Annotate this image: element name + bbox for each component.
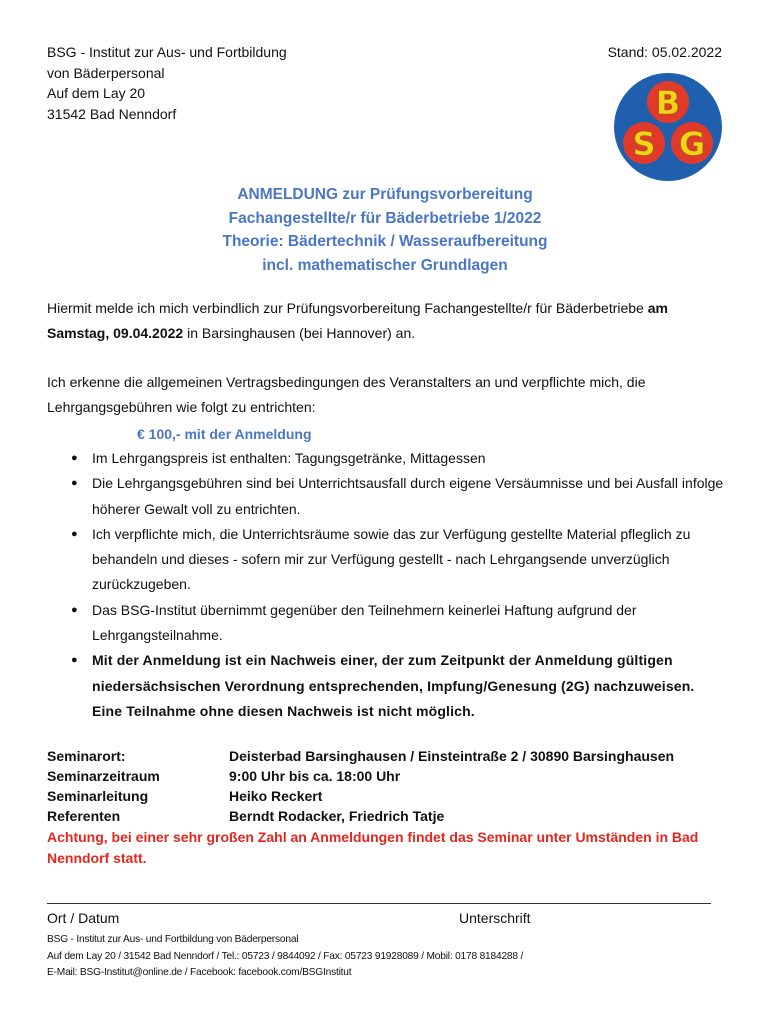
detail-label: Referenten — [47, 808, 121, 824]
heading-title: ANMELDUNG zur Prüfungsvorbereitung — [237, 186, 533, 203]
bsg-logo — [613, 72, 723, 182]
list-item-text: Das BSG-Institut übernimmt gegenüber den Teilnehmern keinerlei Haftung aufgrund der Lehrgangsteilnahme. — [92, 601, 637, 644]
heading-topic: Theorie: Bädertechnik / Wasseraufbereitung — [222, 233, 548, 250]
detail-value: Heiko Reckert — [229, 788, 323, 804]
bullet-icon: ● — [71, 452, 78, 464]
detail-label: Seminarzeitraum — [47, 768, 160, 784]
list-item-text: Die Lehrgangsgebühren sind bei Unterrichtsausfall durch eigene Versäumnisse und bei Ausfall infolge höherer Gewalt voll zu entrichten. — [92, 475, 724, 517]
list-item — [47, 598, 727, 649]
footer-contact: Auf dem Lay 20 / 31542 Bad Nenndorf / Tel.: 05723 / 9844092 / Fax: 05723 91928089 / Mobil: 0178 8184288 / — [47, 950, 524, 962]
location-warning: Achtung, bei einer sehr großen Zahl an Anmeldungen findet das Seminar unter Umständen in Bad Nenndorf statt. — [47, 829, 699, 866]
conditions-list — [47, 446, 727, 724]
list-item-text: Mit der Anmeldung ist ein Nachweis einer, der zum Zeitpunkt der Anmeldung gültigen niedersächsischen Verordnung entsprechenden, Impfung/Genesung (2G) nachzuweisen. Eine Teilnahme ohne diesen Nachweis ist nicht möglich. — [92, 652, 695, 719]
list-item — [47, 648, 727, 724]
sender-street: Auf dem Lay 20 — [47, 85, 146, 101]
signature-label: Unterschrift — [459, 910, 531, 926]
bullet-icon: ● — [71, 477, 78, 490]
fee-amount: € 100,- mit der Anmeldung — [137, 426, 312, 442]
list-item — [47, 522, 727, 598]
detail-value: Deisterbad Barsinghausen / Einsteintraße 2 / 30890 Barsinghausen — [229, 748, 675, 764]
heading-course: Fachangestellte/r für Bäderbetriebe 1/2022 — [228, 209, 542, 227]
document-date: Stand: 05.02.2022 — [607, 44, 722, 60]
svg-text:S: S — [632, 125, 656, 163]
detail-label: Seminarort: — [47, 748, 126, 764]
sender-name: BSG - Institut zur Aus- und Fortbildung — [47, 44, 287, 60]
place-date-label: Ort / Datum — [47, 910, 120, 926]
footer — [47, 932, 523, 982]
svg-text:G: G — [678, 125, 706, 163]
bullet-icon: ● — [71, 603, 78, 616]
footer-org: BSG - Institut zur Aus- und Fortbildung von Bäderpersonal — [47, 934, 299, 945]
detail-value: 9:00 Uhr bis ca. 18:00 Uhr — [229, 768, 401, 784]
intro-date: am Samstag, 09.04.2022 — [47, 300, 668, 341]
intro-paragraph — [47, 296, 727, 345]
sender-name-cont: von Bäderpersonal — [47, 64, 165, 81]
list-item-text: Ich verpflichte mich, die Unterrichtsräume sowie das zur Verfügung gestellte Material pfleglich zu behandeln und dieses - sofern mir zur Verfügung gestellt - nach Lehrgangsende unverzüglich zurückzugeben. — [92, 525, 691, 593]
footer-online: E-Mail: BSG-Institut@online.de / Facebook: facebook.com/BSGInstitut — [47, 967, 352, 978]
detail-label: Seminarleitung — [47, 788, 149, 804]
bullet-icon: ● — [71, 654, 78, 667]
list-item-text: Im Lehrgangspreis ist enthalten: Tagungsgetränke, Mittagessen — [92, 450, 486, 466]
intro-text: Hiermit melde ich mich verbindlich zur Prüfungsvorbereitung Fachangestellte/r für Bäderbetriebe — [47, 300, 648, 316]
terms-paragraph: Ich erkenne die allgemeinen Vertragsbedingungen des Veranstalters an und verpflichte mich, die Lehrgangsgebühren wie folgt zu entrichten: — [47, 374, 646, 415]
list-item — [47, 471, 727, 522]
list-item — [47, 446, 727, 471]
detail-value: Berndt Rodacker, Friedrich Tatje — [229, 808, 445, 824]
heading-subtopic: incl. mathematischer Grundlagen — [262, 256, 508, 274]
signature-line — [47, 903, 711, 904]
intro-location: in Barsinghausen (bei Hannover) an. — [183, 324, 416, 341]
svg-text:B: B — [655, 84, 681, 122]
sender-city: 31542 Bad Nenndorf — [47, 105, 177, 122]
sender-address — [47, 42, 287, 124]
bullet-icon: ● — [71, 527, 78, 540]
document-heading — [0, 183, 770, 277]
